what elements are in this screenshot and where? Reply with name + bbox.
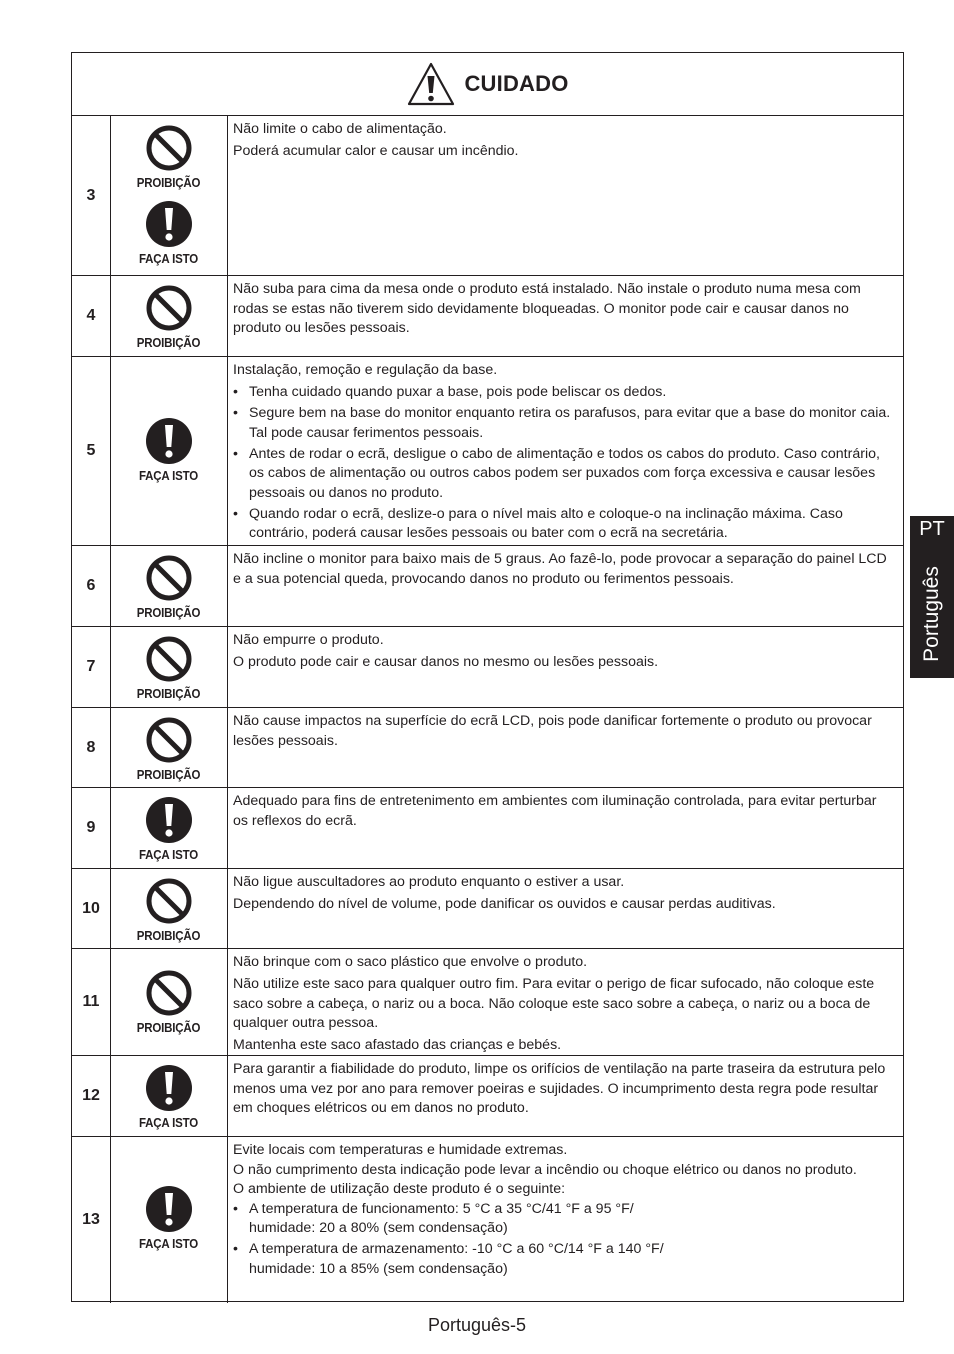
mandatory-action-icon (145, 417, 193, 465)
language-side-tab (910, 516, 954, 678)
symbol-label: FAÇA ISTO (138, 1237, 199, 1251)
mandatory-action-icon (145, 1064, 193, 1112)
row-icons (110, 546, 228, 626)
page-number: Português-5 (427, 1315, 527, 1335)
row-text (233, 550, 895, 592)
row-paragraph: Adequado para fins de entretenimento em ambientes com iluminação controlada, para evitar perturbar os reflexos do ecrã. (233, 793, 877, 829)
row-number: 4 (72, 276, 111, 356)
row-text (233, 631, 895, 675)
row-paragraph: Poderá acumular calor e causar um incêndio. (233, 143, 519, 159)
warning-triangle-icon (406, 61, 456, 107)
row-number: 9 (72, 788, 111, 868)
row-number: 6 (72, 546, 111, 626)
caution-row-9 (72, 788, 903, 869)
caution-row-8 (72, 708, 903, 788)
symbol-label: PROIBIÇÃO (136, 336, 201, 350)
symbol-label: PROIBIÇÃO (136, 687, 201, 701)
row-text (233, 120, 895, 164)
row-icons (110, 116, 228, 275)
caution-row-6 (72, 546, 903, 627)
prohibition-symbol (110, 877, 227, 943)
caution-row-10 (72, 869, 903, 949)
row-text (233, 873, 895, 917)
row-paragraph: Não empurre o produto. (233, 632, 384, 648)
row-text (233, 953, 895, 1058)
row-paragraph: Não brinque com o saco plástico que envolve o produto. (233, 954, 588, 970)
row-paragraph: Mantenha este saco afastado das crianças e bebés. (233, 1037, 562, 1053)
do-this-symbol (110, 1064, 227, 1130)
row-icons (110, 1137, 228, 1303)
caution-row-7 (72, 627, 903, 708)
row-number: 11 (72, 949, 111, 1055)
row-icons (110, 1056, 228, 1136)
caution-header (72, 53, 903, 116)
row-number: 5 (72, 357, 111, 545)
row-paragraph: Instalação, remoção e regulação da base. (233, 362, 498, 378)
row-text (233, 792, 895, 834)
row-number: 13 (72, 1137, 111, 1303)
row-number: 12 (72, 1056, 111, 1136)
prohibition-symbol (110, 716, 227, 782)
row-number: 7 (72, 627, 111, 707)
row-paragraph: Não utilize este saco para qualquer outro fim. Para evitar o perigo de ficar sufocado, não coloque este saco sobre a cabeça, o nariz ou a boca. Não coloque este saco sobre a cabeça, o nariz ou a boca de qualquer outra pessoa. (233, 976, 875, 1031)
caution-row-4 (72, 276, 903, 357)
symbol-label: FAÇA ISTO (138, 469, 199, 483)
prohibition-icon (145, 284, 193, 332)
caution-table (71, 52, 904, 1302)
prohibition-icon (145, 554, 193, 602)
row-icons (110, 869, 228, 948)
bullet-item: • Segure bem na base do monitor enquanto retira os parafusos, para evitar que a base do monitor caia. Tal pode causar ferimentos pessoais. (233, 404, 895, 443)
prohibition-icon (145, 716, 193, 764)
mandatory-action-icon (145, 796, 193, 844)
symbol-label: FAÇA ISTO (138, 848, 199, 862)
do-this-symbol (110, 796, 227, 862)
symbol-label: FAÇA ISTO (138, 1116, 199, 1130)
symbol-label: PROIBIÇÃO (136, 176, 201, 190)
prohibition-icon (145, 969, 193, 1017)
caution-row-13 (72, 1137, 903, 1303)
row-text (233, 1060, 895, 1121)
symbol-label: FAÇA ISTO (138, 252, 199, 266)
row-icons (110, 708, 228, 787)
row-text (233, 712, 895, 754)
bullet-item: • Antes de rodar o ecrã, desligue o cabo de alimentação e todos os cabos do produto. Caso contrário, os cabos de alimentação ou outros cabos podem ser puxados com força excessiva e causar lesões pessoais ou danos no produto. (233, 445, 895, 504)
row-text (233, 361, 895, 545)
symbol-label: PROIBIÇÃO (136, 606, 201, 620)
row-text (233, 1141, 895, 1281)
mandatory-action-icon (145, 200, 193, 248)
caution-row-3 (72, 116, 903, 276)
bullet-item: • Quando rodar o ecrã, deslize-o para o nível mais alto e coloque-o na inclinação máxima. Caso contrário, poderá causar lesões pessoais ou bater com o ecrã na secretária. (233, 505, 895, 544)
row-bullet-list (233, 383, 895, 544)
row-paragraph: Não ligue auscultadores ao produto enquanto o estiver a usar. (233, 874, 625, 890)
row-icons (110, 788, 228, 868)
row-paragraph: Não suba para cima da mesa onde o produto está instalado. Não instale o produto numa mesa com rodas se estas não tiverem sido devidamente bloqueadas. O monitor pode cair e causar danos no produto ou lesões pessoais. (233, 281, 861, 336)
row-text (233, 280, 895, 341)
caution-title: CUIDADO (464, 71, 569, 96)
prohibition-symbol (110, 969, 227, 1035)
row-number: 3 (72, 116, 111, 275)
do-this-symbol (110, 200, 227, 266)
bullet-item: • A temperatura de funcionamento: 5 °C a 35 °C/41 °F a 95 °F/ humidade: 20 a 80% (sem condensação) (233, 1200, 895, 1239)
prohibition-symbol (110, 124, 227, 190)
row-paragraph: Dependendo do nível de volume, pode danificar os ouvidos e causar perdas auditivas. (233, 896, 776, 912)
row-bullet-list (233, 1200, 895, 1280)
row-paragraph: Não incline o monitor para baixo mais de 5 graus. Ao fazê-lo, pode provocar a separação do painel LCD e a sua potencial queda, provocando danos no produto ou ferimentos pessoais. (233, 551, 887, 587)
prohibition-icon (145, 635, 193, 683)
row-paragraph: O produto pode cair e causar danos no mesmo ou lesões pessoais. (233, 654, 659, 670)
symbol-label: PROIBIÇÃO (136, 768, 201, 782)
language-name: Português (920, 566, 943, 662)
prohibition-symbol (110, 635, 227, 701)
caution-row-11 (72, 949, 903, 1056)
prohibition-symbol (110, 284, 227, 350)
prohibition-icon (145, 877, 193, 925)
row-number: 10 (72, 869, 111, 948)
caution-row-12 (72, 1056, 903, 1137)
row-number: 8 (72, 708, 111, 787)
mandatory-action-icon (145, 1185, 193, 1233)
prohibition-symbol (110, 554, 227, 620)
symbol-label: PROIBIÇÃO (136, 929, 201, 943)
bullet-item: • A temperatura de armazenamento: -10 °C a 60 °C/14 °F a 140 °F/ humidade: 10 a 85% (sem condensação) (233, 1240, 895, 1279)
row-paragraph: Para garantir a fiabilidade do produto, limpe os orifícios de ventilação na parte traseira da estrutura pelo menos uma vez por ano para remover poeiras e sujidades. O incumprimento desta regra pode resultar em choques elétricos ou em danos no produto. (233, 1061, 886, 1116)
prohibition-icon (145, 124, 193, 172)
row-paragraph: O ambiente de utilização deste produto é o seguinte: (233, 1181, 566, 1197)
do-this-symbol (110, 417, 227, 483)
row-icons (110, 627, 228, 707)
bullet-item: • Tenha cuidado quando puxar a base, pois pode beliscar os dedos. (233, 383, 895, 403)
symbol-label: PROIBIÇÃO (136, 1021, 201, 1035)
row-paragraph: Não cause impactos na superfície do ecrã LCD, pois pode danificar fortemente o produto ou provocar lesões pessoais. (233, 713, 872, 749)
row-paragraph: Não limite o cabo de alimentação. (233, 121, 447, 137)
caution-row-5 (72, 357, 903, 546)
row-icons (110, 949, 228, 1055)
row-paragraph: O não cumprimento desta indicação pode levar a incêndio ou choque elétrico ou danos no produto. (233, 1161, 857, 1178)
row-icons (110, 276, 228, 356)
language-code: PT (919, 518, 945, 540)
row-icons (110, 357, 228, 545)
row-paragraph: Evite locais com temperaturas e humidade extremas. (233, 1142, 568, 1158)
do-this-symbol (110, 1185, 227, 1251)
